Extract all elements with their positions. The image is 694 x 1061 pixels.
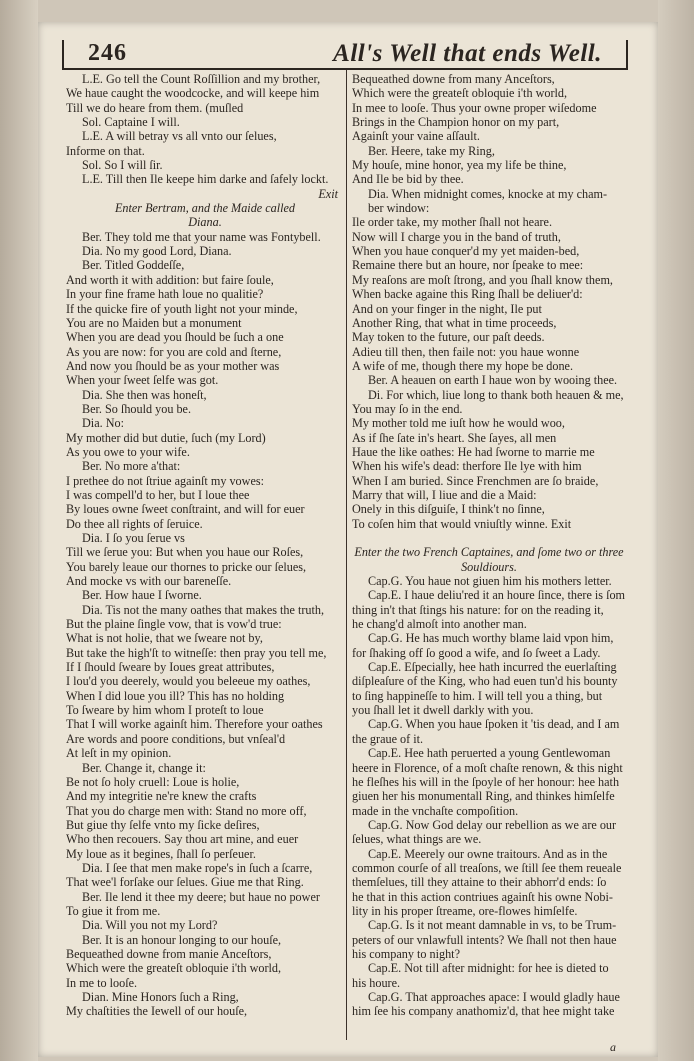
- text-line: L.E. Till then Ile keepe him darke and ſafely lockt.: [82, 172, 329, 187]
- text-line: ber window:: [368, 201, 430, 216]
- text-line: Another Ring, that what in time proceeds,: [352, 315, 557, 330]
- text-line: Which were the greateſt obloquie i'th world,: [352, 86, 568, 101]
- text-line: When his wife's dead: therfore Ile lye with him: [352, 459, 582, 474]
- text-line: Exit: [318, 186, 338, 201]
- text-line: My chaſtities the Iewell of our houſe,: [66, 1004, 248, 1019]
- catchword: a: [610, 1040, 616, 1054]
- text-line: You are no Maiden but a monument: [66, 315, 242, 330]
- text-line: Ber. How haue I ſworne.: [82, 588, 202, 603]
- text-line: And Ile be bid by thee.: [352, 172, 464, 187]
- text-line: But the plaine ſingle vow, that is vow'd true:: [66, 617, 282, 632]
- text-line: If the quicke fire of youth light not your minde,: [66, 301, 298, 316]
- text-line: Dia. I ſee that men make rope's in ſuch a ſcarre,: [82, 860, 313, 875]
- text-line: L.E. Go tell the Count Roſſillion and my brother,: [82, 72, 321, 86]
- text-line: his company to night?: [352, 946, 460, 961]
- text-line: Sol. Captaine I will.: [82, 115, 180, 130]
- text-line: That I will worke againſt him. Therefore your oathes: [66, 717, 323, 732]
- text-line: Sol. So I will ſir.: [82, 158, 163, 173]
- text-line: [352, 531, 626, 545]
- text-line: Dian. Mine Honors ſuch a Ring,: [82, 990, 239, 1004]
- text-line: Adieu till then, then faile not: you haue wonne: [352, 344, 580, 359]
- text-line: In your fine frame hath loue no qualitie?: [66, 287, 264, 302]
- text-line: Ber. Change it, change it:: [82, 760, 206, 775]
- play-title: All's Well that ends Well.: [333, 40, 602, 67]
- text-line: My loue as it begines, ſhall ſo perſeuer.: [66, 846, 256, 861]
- text-line: But giue thy ſelfe vnto my ſicke deſires,: [66, 817, 260, 832]
- text-line: By loues owne ſweet conſtraint, and will for euer: [66, 502, 305, 517]
- text-line: Cap.G. When you haue ſpoken it 'tis dead, and I am: [368, 717, 620, 732]
- text-line: When your ſweet ſelfe was got.: [66, 373, 219, 388]
- text-line: diſpleaſure of the King, who had euen tun'd his bounty: [352, 674, 618, 689]
- text-line: Haue the like oathes: He had ſworne to marrie me: [352, 444, 595, 459]
- text-line: Now will I charge you in the band of truth,: [352, 229, 561, 244]
- text-line: lity in his proper ſtreame, ore-flowes himſelfe.: [352, 903, 578, 918]
- text-line: When backe againe this Ring ſhall be deliuer'd:: [352, 287, 583, 302]
- column-divider: [346, 70, 347, 1040]
- text-line: Di. For which, liue long to thank both heauen & me,: [368, 387, 624, 402]
- text-line: Ile order take, my mother ſhall not heare.: [352, 215, 552, 230]
- book-gutter-left: [0, 0, 38, 1061]
- text-line: Till we ſerue you: But when you haue our Roſes,: [66, 545, 304, 560]
- text-line: My mother told me iuſt how he would woo,: [352, 416, 565, 431]
- left-column: [66, 72, 344, 1019]
- text-line: A wife of me, though there my hope be done.: [352, 358, 574, 373]
- text-line: Dia. I ſo you ſerue vs: [82, 531, 185, 545]
- text-line: At leſt in my opinion.: [66, 746, 172, 761]
- text-line: Againſt your vaine aſſault.: [352, 129, 480, 144]
- running-head: [60, 40, 630, 68]
- text-line: May token to the future, our paſt deeds.: [352, 330, 545, 345]
- text-line: Informe on that.: [66, 143, 145, 158]
- text-line: common courſe of all treaſons, we ſtill ſee them reueale: [352, 860, 622, 875]
- text-line: Which were the greateſt obloquie i'th world,: [66, 961, 282, 976]
- text-line: giuen her his monumentall Ring, and thinkes himſelfe: [352, 789, 615, 804]
- text-line: Bequeathed downe from many Anceſtors,: [352, 72, 555, 86]
- text-line: I lou'd you deerely, would you beleeue my oathes,: [66, 674, 311, 689]
- text-line: And now you ſhould be as your mother was: [66, 358, 280, 373]
- text-line: Who then recouers. Say thou art mine, and euer: [66, 832, 299, 847]
- text-line: If I ſhould ſweare by Ioues great attributes,: [66, 660, 275, 675]
- text-line: Ber. So ſhould you be.: [82, 401, 192, 416]
- text-line: Enter Bertram, and the Maide called: [114, 201, 296, 216]
- text-line: Cap.G. You haue not giuen him his mothers letter.: [368, 574, 612, 589]
- text-line: Diana.: [188, 215, 222, 230]
- text-line: he chang'd almoſt into another man.: [352, 617, 527, 632]
- text-line: And mocke vs with our bareneſſe.: [66, 574, 232, 589]
- text-line: ſelues, what things are we.: [352, 832, 482, 847]
- text-line: Cap.E. Hee hath peruerted a young Gentlewoman: [368, 746, 611, 761]
- text-line: Dia. Tis not the many oathes that makes the truth,: [82, 602, 325, 617]
- text-line: What is not holie, that we ſweare not by,: [66, 631, 263, 646]
- text-line: As you are now: for you are cold and ſterne,: [66, 344, 282, 359]
- text-line: Ber. Ile lend it thee my deere; but haue no power: [82, 889, 320, 904]
- text-line: Ber. They told me that your name was Fontybell.: [82, 229, 321, 244]
- text-line: As if ſhe ſate in's heart. She ſayes, all men: [352, 430, 557, 445]
- text-line: I prethee do not ſtriue againſt my vowes:: [66, 473, 264, 488]
- text-line: Dia. Will you not my Lord?: [82, 918, 218, 933]
- text-line: Till we do heare from them. (muſled: [66, 100, 244, 115]
- text-line: the graue of it.: [352, 731, 424, 746]
- text-line: him ſee his company anathomiz'd, that hee might take: [352, 1004, 615, 1019]
- text-line: But take the high'ſt to witneſſe: then pray you tell me,: [66, 645, 327, 660]
- text-line: Ber. Titled Goddeſſe,: [82, 258, 185, 273]
- text-line: Ber. It is an honour longing to our houſe,: [82, 932, 282, 947]
- text-line: Cap.E. Meerely our owne traitours. And as in the: [368, 846, 608, 861]
- text-line: Cap.G. Now God delay our rebellion as we are our: [368, 817, 617, 832]
- text-line: Ber. A heauen on earth I haue won by wooing thee.: [368, 373, 618, 388]
- right-column: [352, 72, 626, 1019]
- text-line: Brings in the Champion honor on my part,: [352, 115, 560, 130]
- text-line: My reaſons are moſt ſtrong, and you ſhall know them,: [352, 272, 613, 287]
- text-line: Ber. Heere, take my Ring,: [368, 143, 495, 158]
- book-edge-right: [658, 0, 694, 1061]
- text-line: To giue it from me.: [66, 903, 161, 918]
- text-line: Cap.E. I haue deliu'red it an houre ſince, there is ſom: [368, 588, 626, 603]
- text-line: My mother did but dutie, ſuch (my Lord): [66, 430, 266, 445]
- text-line: When I am buried. Since Frenchmen are ſo braide,: [352, 473, 599, 488]
- text-line: for ſhaking off ſo good a wife, and ſo ſweet a Lady.: [352, 645, 601, 660]
- text-line: he fleſhes his will in the ſpoyle of her honour: hee hath: [352, 774, 620, 789]
- text-line: Cap.E. Eſpecially, hee hath incurred the euerlaſting: [368, 660, 617, 675]
- text-line: to ſing happineſſe to him. I will tell you a thing, but: [352, 688, 603, 703]
- text-line: peters of our vnlawfull intents? We ſhall not then haue: [352, 932, 617, 947]
- text-line: To ſweare by him whom I proteſt to loue: [66, 703, 264, 718]
- text-line: That wee'l forſake our ſelues. Giue me that Ring.: [66, 875, 304, 890]
- text-line: thing in't that ſtings his nature: for on the reading it,: [352, 602, 604, 617]
- text-line: When you haue conquer'd my yet maiden-bed,: [352, 244, 580, 259]
- text-line: Onely in this diſguiſe, I think't no ſinne,: [352, 502, 545, 517]
- text-line: When you are dead you ſhould be ſuch a one: [66, 330, 284, 345]
- text-line: Dia. When midnight comes, knocke at my cham-: [368, 186, 608, 201]
- text-line: Cap.G. Is it not meant damnable in vs, to be Trum-: [368, 918, 617, 933]
- text-line: Souldiours.: [461, 559, 517, 574]
- text-line: Do thee all rights of ſeruice.: [66, 516, 203, 531]
- text-line: Enter the two French Captaines, and ſome two or three: [354, 545, 624, 560]
- text-line: When I did loue you ill? This has no holding: [66, 688, 285, 703]
- text-line: Ber. No more a'that:: [82, 459, 181, 474]
- text-line: Be not ſo holy cruell: Loue is holie,: [66, 774, 240, 789]
- text-line: And on your finger in the night, Ile put: [352, 301, 542, 316]
- text-line: themſelues, till they attaine to their abhorr'd ends: ſo: [352, 875, 607, 890]
- text-line: Cap.G. He has much worthy blame laid vpon him,: [368, 631, 614, 646]
- text-line: his houre.: [352, 975, 401, 990]
- text-line: My houſe, mine honor, yea my life be thine,: [352, 158, 567, 173]
- text-line: Remaine there but an houre, nor ſpeake to mee:: [352, 258, 584, 273]
- text-line: Dia. No:: [82, 416, 124, 431]
- text-line: Dia. She then was honeſt,: [82, 387, 207, 402]
- text-line: you ſhall let it dwell darkly with you.: [352, 703, 534, 718]
- text-line: As you owe to your wife.: [66, 444, 190, 459]
- text-line: Dia. No my good Lord, Diana.: [82, 244, 232, 259]
- text-line: You barely leaue our thornes to pricke our ſelues,: [66, 559, 307, 574]
- text-line: he that in this action contriues againſt his owne Nobi-: [352, 889, 613, 904]
- text-line: made in the vnchaſte compoſition.: [352, 803, 519, 818]
- text-line: Marry that will, I liue and die a Maid:: [352, 487, 537, 502]
- text-line: I was compell'd to her, but I loue thee: [66, 487, 250, 502]
- text-line: You may ſo in the end.: [352, 401, 463, 416]
- text-line: We haue caught the woodcocke, and will keepe him: [66, 86, 320, 101]
- text-line: L.E. A will betray vs all vnto our ſelues,: [82, 129, 277, 144]
- text-line: Cap.G. That approaches apace: I would gladly haue: [368, 990, 620, 1004]
- text-line: To coſen him that would vniuſtly winne. Exit: [352, 516, 572, 531]
- text-line: Cap.E. Not till after midnight: for hee is dieted to: [368, 961, 609, 976]
- text-line: In me to looſe.: [66, 975, 138, 990]
- text-line: Bequeathed downe from manie Anceſtors,: [66, 946, 272, 961]
- text-line: That you do charge men with: Stand no more off,: [66, 803, 307, 818]
- text-line: And my integritie ne're knew the crafts: [66, 789, 257, 804]
- text-line: heere in Florence, of a moſt chaſte renown, & this night: [352, 760, 623, 775]
- text-line: And worth it with addition: but faire ſoule,: [66, 272, 274, 287]
- text-line: In mee to looſe. Thus your owne proper wiſedome: [352, 100, 597, 115]
- text-line: Are words and poore conditions, but vnſeal'd: [66, 731, 286, 746]
- page-number: 246: [88, 40, 127, 66]
